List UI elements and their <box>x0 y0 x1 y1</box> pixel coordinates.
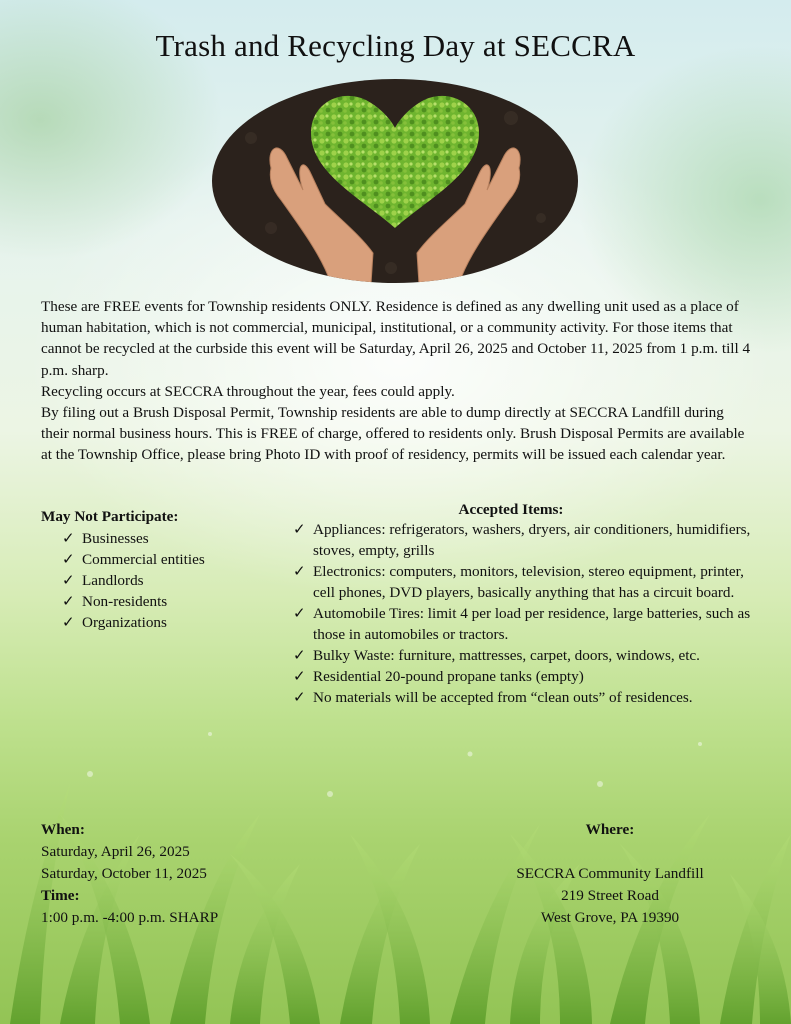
checkmark-icon: ✓ <box>293 563 306 580</box>
list-item-text: Non-residents <box>82 593 168 610</box>
checkmark-icon: ✓ <box>293 605 306 622</box>
list-item-text: No materials will be accepted from “clean outs” of residences. <box>313 689 693 706</box>
event-date: Saturday, April 26, 2025 <box>41 843 190 860</box>
list-item-text: Organizations <box>82 614 167 631</box>
intro-paragraph: These are FREE events for Township residents ONLY. Residence is defined as any dwelling unit used as a place of human habitation, which is not commercial, municipal, institutional, or a community activity. For those items that cannot be recycled at the curbside this event will be Saturday, April 26, 2025 and October 11, 2025 from 1 p.m. till 4 p.m. sharp. <box>41 298 751 379</box>
location-name: SECCRA Community Landfill <box>516 865 704 882</box>
checkmark-icon: ✓ <box>293 668 306 685</box>
location-street: 219 Street Road <box>561 887 659 904</box>
list-item-text: Businesses <box>82 530 149 547</box>
checkmark-icon: ✓ <box>293 647 306 664</box>
event-where-block <box>490 819 730 929</box>
checkmark-icon: ✓ <box>62 551 75 568</box>
list-item <box>293 645 763 666</box>
may-not-participate-list <box>62 528 205 633</box>
intro-text <box>41 296 753 466</box>
list-item <box>293 687 763 708</box>
list-item-text: Automobile Tires: limit 4 per load per residence, large batteries, such as those in automobiles or tractors. <box>313 605 751 643</box>
checkmark-icon: ✓ <box>62 572 75 589</box>
checkmark-icon: ✓ <box>293 689 306 706</box>
when-label: When: <box>41 821 85 838</box>
time-label: Time: <box>41 887 80 904</box>
list-item-text: Appliances: refrigerators, washers, dryers, air conditioners, humidifiers, stoves, empty, grills <box>313 521 751 559</box>
intro-paragraph: Recycling occurs at SECCRA throughout the year, fees could apply. <box>41 382 455 400</box>
event-date: Saturday, October 11, 2025 <box>41 865 207 882</box>
list-item <box>62 591 205 612</box>
list-item <box>293 561 763 603</box>
location-city: West Grove, PA 19390 <box>540 909 680 926</box>
list-item <box>62 528 205 549</box>
checkmark-icon: ✓ <box>62 614 75 631</box>
may-not-participate-heading: May Not Participate: <box>41 508 179 525</box>
list-item <box>62 549 205 570</box>
checkmark-icon: ✓ <box>62 530 75 547</box>
list-item <box>293 666 763 687</box>
intro-paragraph: By filing out a Brush Disposal Permit, Township residents are able to dump directly at SECCRA Landfill during their normal business hours. This is FREE of charge, offered to residents only. Brush Disposal Permits are available at the Township Office, please bring Photo ID with proof of residency, permits will be issued each calendar year. <box>41 404 745 464</box>
list-item-text: Bulky Waste: furniture, mattresses, carpet, doors, windows, etc. <box>313 647 700 664</box>
page-title: Trash and Recycling Day at SECCRA <box>155 28 636 63</box>
list-item-text: Electronics: computers, monitors, television, stereo equipment, printer, cell phones, DVD players, basically anything that has a circuit board. <box>313 563 744 601</box>
checkmark-icon: ✓ <box>293 521 306 538</box>
list-item <box>293 519 763 561</box>
list-item-text: Commercial entities <box>82 551 205 568</box>
list-item <box>62 612 205 633</box>
list-item-text: Residential 20-pound propane tanks (empty) <box>313 668 584 685</box>
accepted-items-list <box>293 519 763 708</box>
list-item <box>62 570 205 591</box>
accepted-items-heading: Accepted Items: <box>458 501 564 518</box>
list-item <box>293 603 763 645</box>
event-when-block <box>41 819 218 929</box>
checkmark-icon: ✓ <box>62 593 75 610</box>
spacer <box>490 841 730 863</box>
where-label: Where: <box>585 821 635 838</box>
hands-holding-green-heart-icon <box>211 78 579 284</box>
list-item-text: Landlords <box>82 572 144 589</box>
event-time: 1:00 p.m. -4:00 p.m. SHARP <box>41 909 219 926</box>
